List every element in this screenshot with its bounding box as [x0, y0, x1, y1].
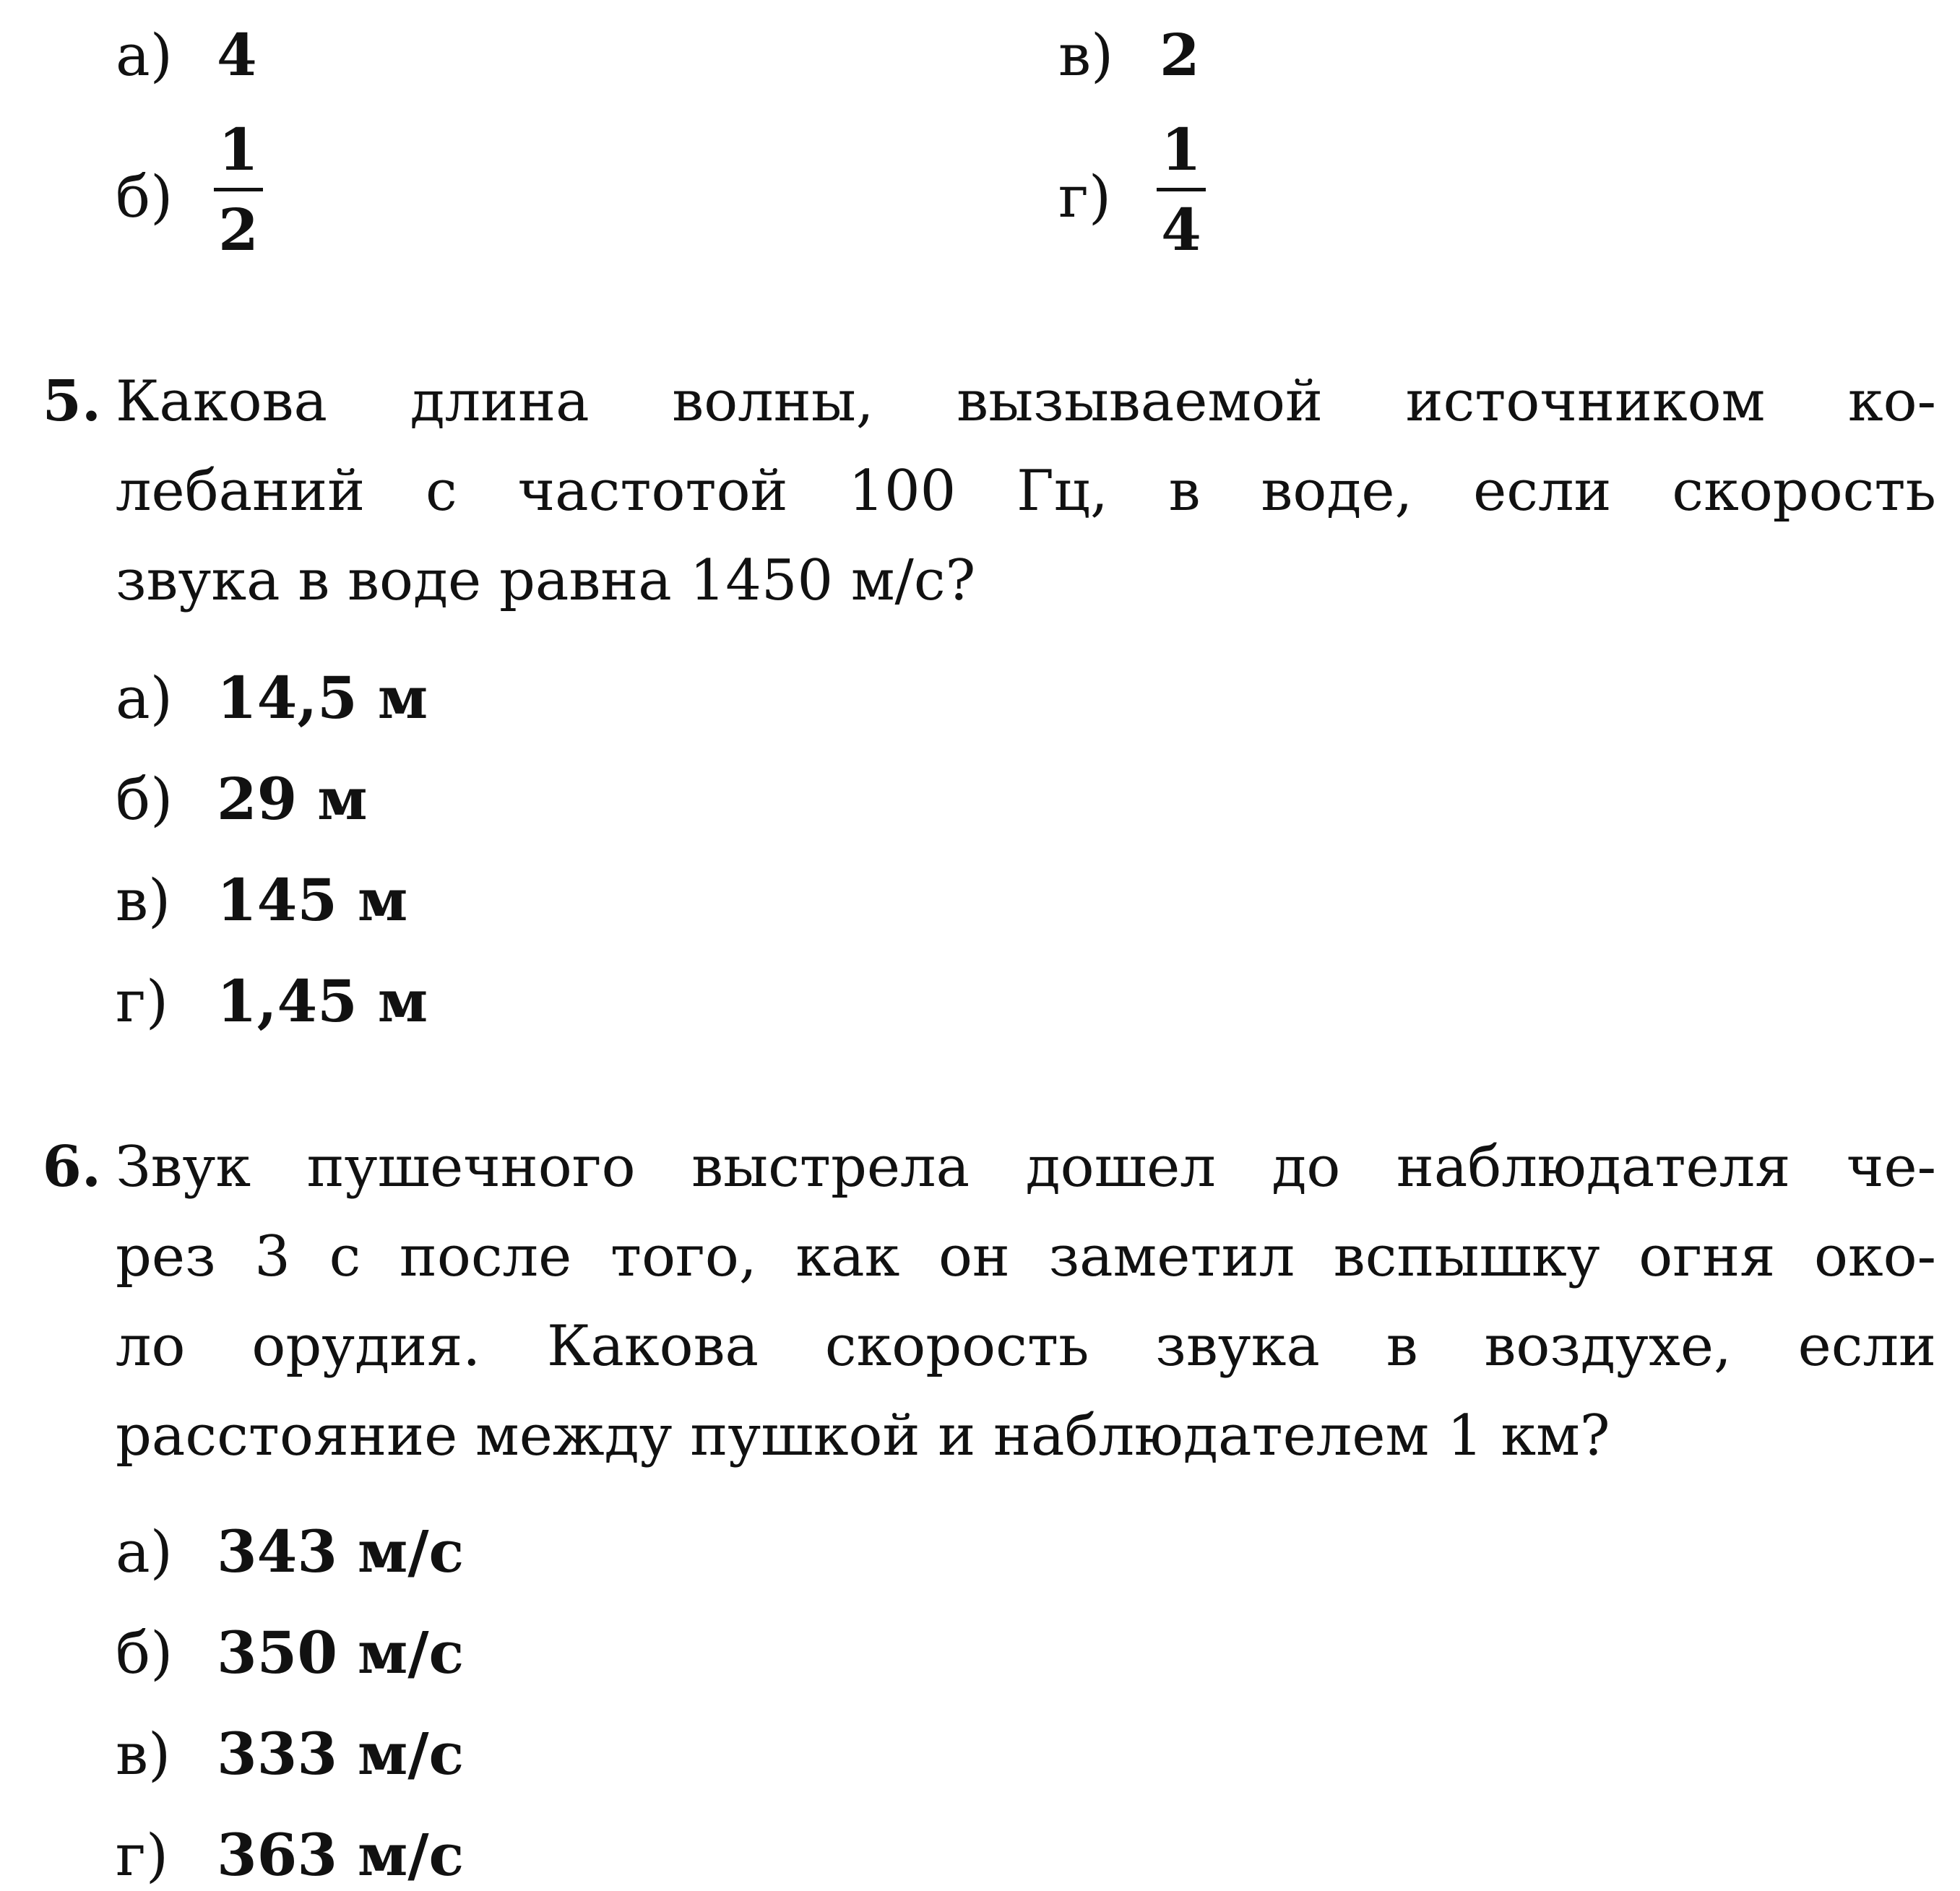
option-letter: в): [1058, 22, 1114, 89]
fraction-numerator: 1: [1161, 116, 1201, 183]
option-letter: б): [116, 766, 173, 833]
option-value: 29 м: [217, 765, 368, 833]
option-a: [116, 663, 428, 733]
option-value: 145 м: [217, 866, 408, 934]
question-text-line: Звук пушечного выстрела дошел до наблюдателя че-: [116, 1135, 1936, 1200]
fraction-denominator: 2: [218, 196, 259, 264]
option-letter: в): [116, 867, 171, 934]
question-number: 5.: [42, 368, 101, 434]
question-text-line: рез 3 с после того, как он заметил вспышку огня око-: [116, 1224, 1936, 1289]
fraction-denominator: 4: [1161, 196, 1201, 264]
option-letter: в): [116, 1721, 171, 1788]
option-b: [116, 764, 368, 834]
option-v: [116, 865, 407, 935]
option-value: 333 м/с: [217, 1720, 465, 1788]
option-value: 343 м/с: [217, 1518, 465, 1585]
option-g: [116, 1820, 464, 1890]
option-letter: а): [116, 1518, 173, 1585]
question-text-line: ло орудия. Какова скорость звука в воздухе, если: [116, 1314, 1936, 1379]
option-a: [116, 1517, 464, 1587]
question-text-line: Какова длина волны, вызываемой источником ко-: [116, 369, 1936, 434]
option-value: 1,45 м: [217, 967, 428, 1035]
option-b: [116, 163, 217, 232]
option-b: [116, 1618, 464, 1688]
option-letter: б): [116, 1619, 173, 1687]
option-v: [1058, 20, 1200, 90]
fraction-bar: [214, 188, 263, 191]
fraction-bar: [1157, 188, 1206, 191]
question-text-line: лебаний с частотой 100 Гц, в воде, если скорость: [116, 459, 1936, 524]
question-number: 6.: [42, 1134, 101, 1200]
option-letter: б): [116, 163, 173, 230]
option-letter: а): [116, 665, 173, 732]
option-a: [116, 20, 257, 90]
option-letter: г): [1058, 163, 1112, 230]
fraction-one-half: [210, 117, 267, 262]
question-text-line: расстояние между пушкой и наблюдателем 1 км?: [116, 1403, 1610, 1468]
question-text-line: звука в воде равна 1450 м/с?: [116, 548, 976, 613]
option-value: 2: [1160, 21, 1200, 89]
option-letter: г): [116, 968, 169, 1035]
option-value: 363 м/с: [217, 1821, 465, 1889]
option-value: 350 м/с: [217, 1619, 465, 1687]
fraction-one-quarter: [1152, 117, 1210, 262]
option-letter: г): [116, 1822, 169, 1889]
option-letter: а): [116, 22, 173, 89]
option-value: 14,5 м: [217, 664, 428, 732]
option-g: [116, 966, 428, 1037]
option-value: 4: [217, 21, 257, 89]
option-g: [1058, 163, 1160, 232]
option-v: [116, 1719, 464, 1789]
fraction-numerator: 1: [218, 116, 259, 183]
